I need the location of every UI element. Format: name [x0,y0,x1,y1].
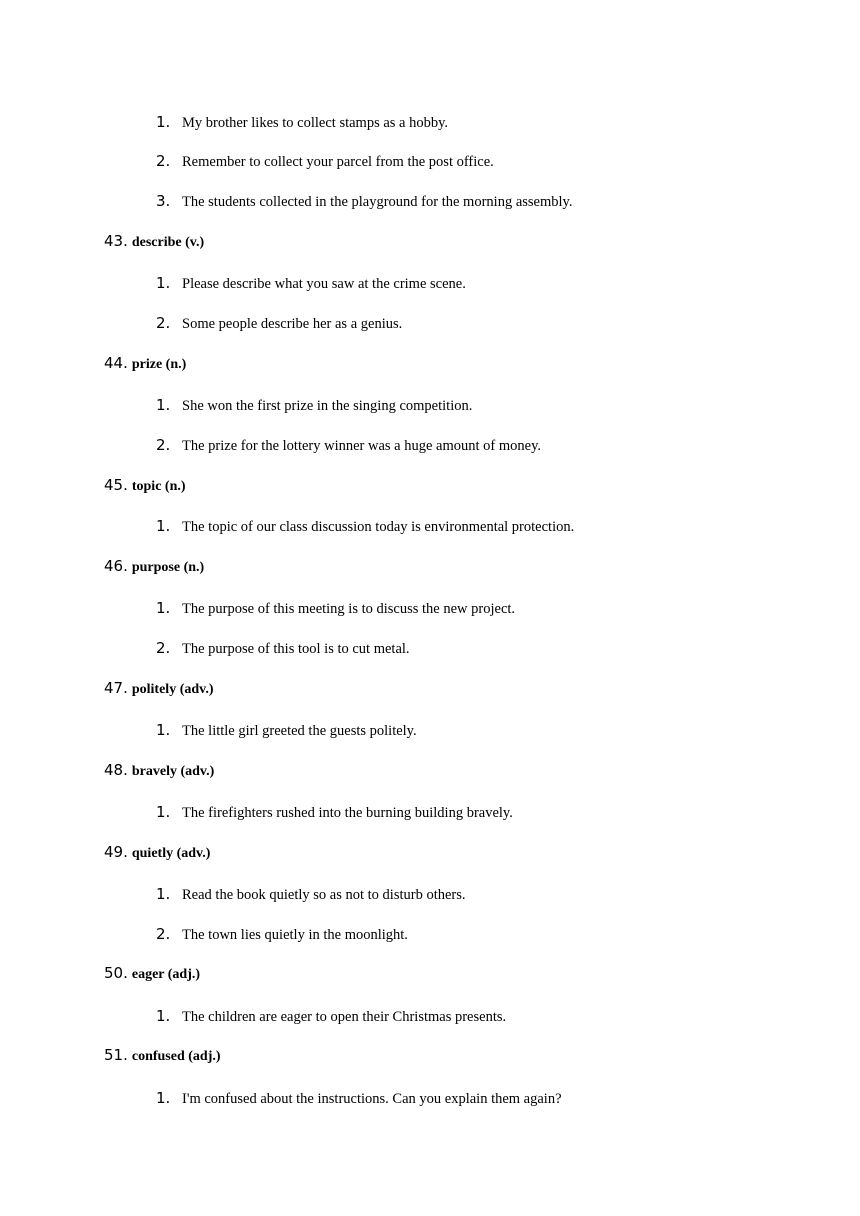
example-sentence [156,638,410,658]
example-sentence [156,435,541,455]
sentence-text: My brother likes to collect stamps as a hobby. [182,115,449,131]
example-sentence [156,802,513,822]
entry-word: confused (adj.) [131,1049,221,1064]
entry-number: 47. [104,679,128,697]
vocab-entry-heading [104,353,186,373]
example-sentence [156,1006,506,1026]
vocab-entry-heading [104,556,204,576]
entry-word: politely (adv.) [131,682,214,697]
example-sentence [156,924,408,944]
example-sentence [156,884,466,904]
sentence-text: The topic of our class discussion today is environmental protection. [182,519,575,535]
sentence-number: 1. [156,113,171,131]
sentence-number: 3. [156,192,171,210]
sentence-text: The purpose of this meeting is to discuss the new project. [182,601,516,617]
example-sentence [156,395,472,415]
example-sentence [156,313,402,333]
sentence-number: 2. [156,152,171,170]
entry-number: 49. [104,843,128,861]
entry-word: eager (adj.) [131,967,201,982]
sentence-text: She won the first prize in the singing competition. [182,398,473,414]
entry-word: describe (v.) [131,235,205,250]
vocab-entry-heading [104,231,204,251]
sentence-number: 1. [156,885,171,903]
entry-word: bravely (adv.) [131,764,215,779]
entry-number: 46. [104,557,128,575]
entry-word: prize (n.) [131,357,187,372]
entry-number: 48. [104,761,128,779]
sentence-number: 1. [156,599,171,617]
example-sentence [156,598,515,618]
sentence-number: 1. [156,517,171,535]
entry-number: 45. [104,476,128,494]
sentence-text: Remember to collect your parcel from the post office. [182,154,494,170]
example-sentence [156,1088,562,1108]
example-sentence [156,151,494,171]
entry-word: quietly (adv.) [131,846,211,861]
sentence-text: The purpose of this tool is to cut metal. [182,641,410,657]
entry-number: 44. [104,354,128,372]
sentence-text: Please describe what you saw at the crime scene. [182,276,466,292]
example-sentence [156,191,572,211]
entry-word: topic (n.) [131,479,186,494]
example-sentence [156,516,574,536]
entry-number: 51. [104,1046,128,1064]
sentence-text: Read the book quietly so as not to disturb others. [182,887,466,903]
sentence-number: 1. [156,274,171,292]
sentence-number: 1. [156,803,171,821]
example-sentence [156,273,466,293]
vocab-entry-heading [104,760,214,780]
sentence-number: 1. [156,396,171,414]
sentence-text: The firefighters rushed into the burning building bravely. [182,805,513,821]
vocab-entry-heading [104,475,186,495]
entry-word: purpose (n.) [131,560,205,575]
sentence-number: 2. [156,314,171,332]
sentence-number: 1. [156,1089,171,1107]
sentence-text: I'm confused about the instructions. Can you explain them again? [182,1091,562,1107]
sentence-number: 1. [156,1007,171,1025]
sentence-text: The students collected in the playground for the morning assembly. [182,194,573,210]
example-sentence [156,720,417,740]
sentence-text: Some people describe her as a genius. [182,316,403,332]
example-sentence [156,112,448,132]
sentence-number: 2. [156,925,171,943]
sentence-text: The children are eager to open their Christmas presents. [182,1009,507,1025]
entry-number: 50. [104,964,128,982]
vocab-entry-heading [104,963,200,983]
vocab-entry-heading [104,842,210,862]
sentence-text: The prize for the lottery winner was a huge amount of money. [182,438,542,454]
entry-number: 43. [104,232,128,250]
sentence-number: 1. [156,721,171,739]
vocab-entry-heading [104,1045,221,1065]
sentence-text: The town lies quietly in the moonlight. [182,927,408,943]
sentence-number: 2. [156,436,171,454]
sentence-text: The little girl greeted the guests politely. [182,723,417,739]
sentence-number: 2. [156,639,171,657]
vocab-entry-heading [104,678,214,698]
